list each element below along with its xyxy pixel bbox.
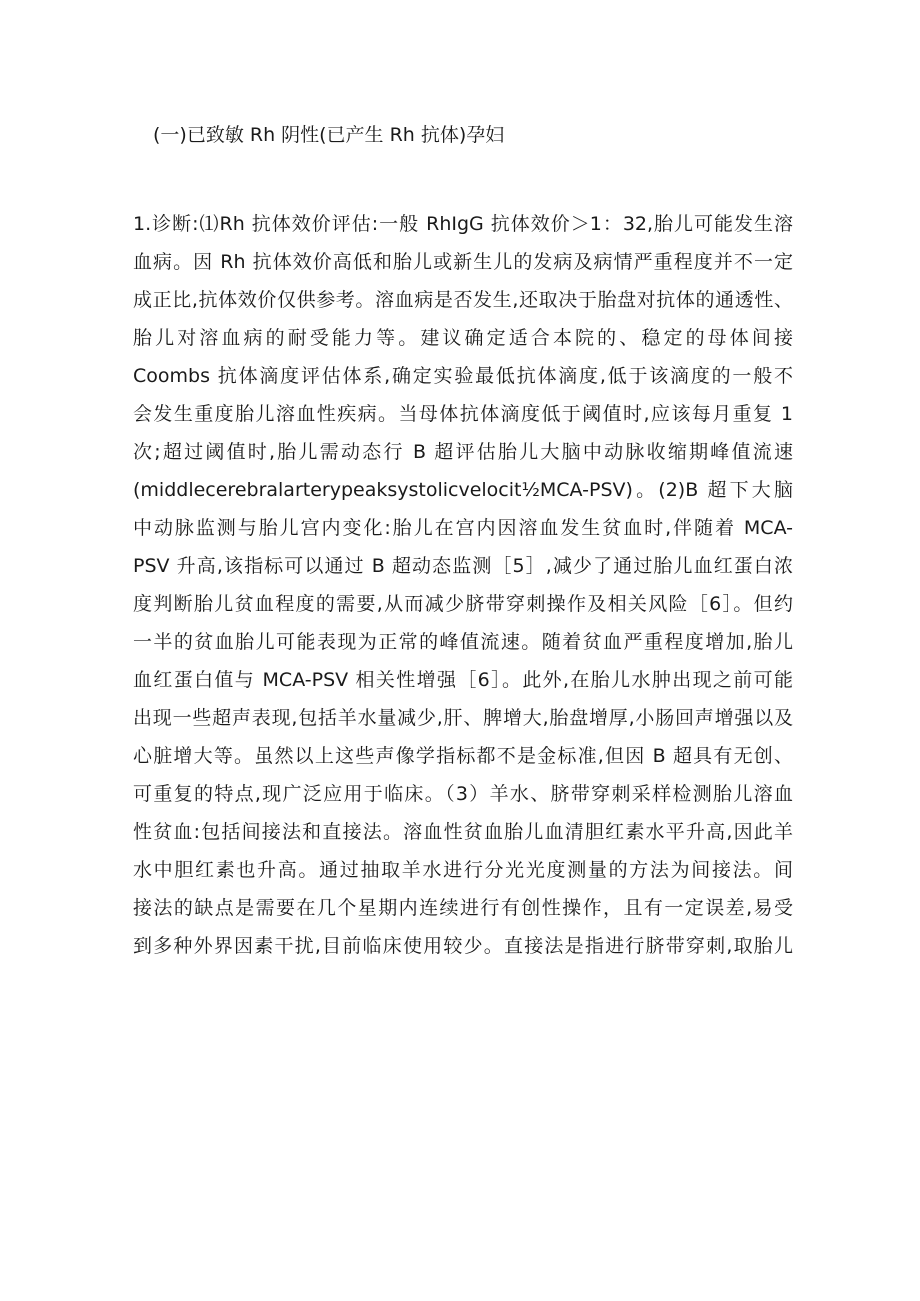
paragraph-line: PSV 升高,该指标可以通过 B 超动态监测［5］,减少了通过胎儿血红蛋白浓	[133, 555, 793, 577]
paragraph-line: 会发生重度胎儿溶血性疾病。当母体抗体滴度低于阈值时,应该每月重复 1	[133, 403, 793, 425]
paragraph-line: 水中胆红素也升高。通过抽取羊水进行分光光度测量的方法为间接法。间	[133, 859, 793, 881]
paragraph-line: 接法的缺点是需要在几个星期内连续进行有创性操作，且有一定误差,易受	[133, 897, 793, 919]
body-paragraph	[133, 205, 793, 965]
paragraph-line: 1.诊断:⑴Rh 抗体效价评估:一般 RhIgG 抗体效价＞1：32,胎儿可能发生溶	[133, 213, 793, 235]
paragraph-line: 血红蛋白值与 MCA-PSV 相关性增强［6］。此外,在胎儿水肿出现之前可能	[133, 669, 793, 691]
paragraph-line: Coombs 抗体滴度评估体系,确定实验最低抗体滴度,低于该滴度的一般不	[133, 365, 793, 387]
paragraph-line: 出现一些超声表现,包括羊水量减少,肝、脾增大,胎盘增厚,小肠回声增强以及	[133, 707, 793, 729]
paragraph-line: 中动脉监测与胎儿宫内变化:胎儿在宫内因溶血发生贫血时,伴随着 MCA-	[133, 517, 793, 539]
paragraph-line: 性贫血:包括间接法和直接法。溶血性贫血胎儿血清胆红素水平升高,因此羊	[133, 821, 793, 843]
paragraph-line: 血病。因 Rh 抗体效价高低和胎儿或新生儿的发病及病情严重程度并不一定	[133, 251, 793, 273]
paragraph-line: 胎儿对溶血病的耐受能力等。建议确定适合本院的、稳定的母体间接	[133, 327, 793, 349]
paragraph-line: 成正比,抗体效价仅供参考。溶血病是否发生,还取决于胎盘对抗体的通透性、	[133, 289, 793, 311]
paragraph-line: 到多种外界因素干扰,目前临床使用较少。直接法是指进行脐带穿刺,取胎儿	[133, 935, 793, 957]
paragraph-line: 度判断胎儿贫血程度的需要,从而减少脐带穿刺操作及相关风险［6］。但约	[133, 593, 793, 615]
paragraph-line: 心脏增大等。虽然以上这些声像学指标都不是金标准,但因 B 超具有无创、	[133, 745, 793, 767]
paragraph-line: 次;超过阈值时,胎儿需动态行 B 超评估胎儿大脑中动脉收缩期峰值流速	[133, 441, 793, 463]
section-heading: (一)已致敏 Rh 阴性(已产生 Rh 抗体)孕妇	[153, 124, 505, 146]
paragraph-line: (middlecerebralarterypeaksystolicvelocit½MCA-PSV)。(2)B 超下大脑	[133, 479, 793, 501]
paragraph-line: 可重复的特点,现广泛应用于临床。（3）羊水、脐带穿刺采样检测胎儿溶血	[133, 783, 793, 805]
paragraph-line: 一半的贫血胎儿可能表现为正常的峰值流速。随着贫血严重程度增加,胎儿	[133, 631, 793, 653]
